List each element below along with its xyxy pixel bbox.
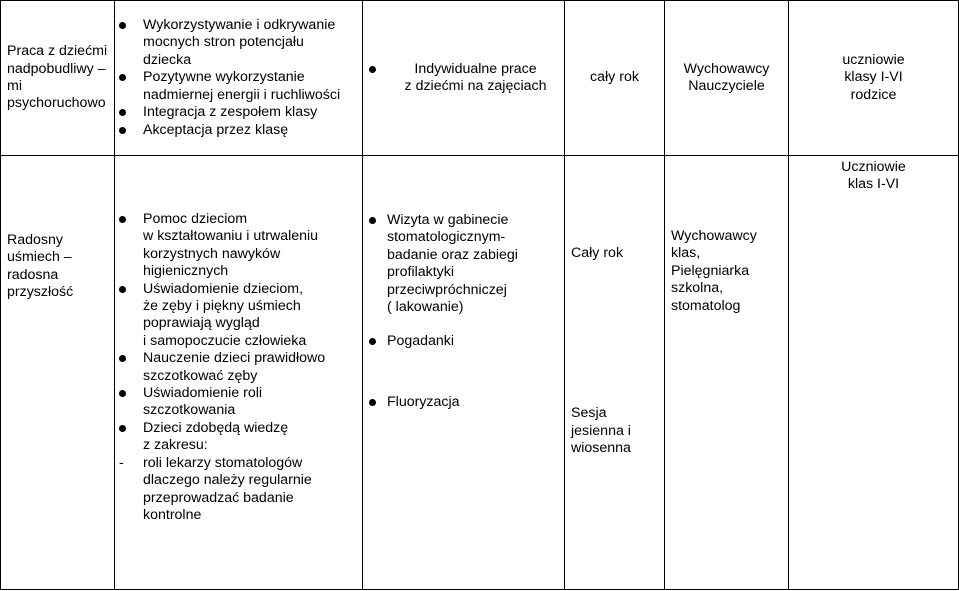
dash-marker: - xyxy=(119,454,124,471)
item-line: z dziećmi na zajęciach xyxy=(404,78,547,94)
tasks-list xyxy=(115,211,362,524)
item-line: Dzieci zdobędą wiedzę xyxy=(143,419,289,436)
list-item xyxy=(115,455,362,525)
item-line: ( lakowanie) xyxy=(387,299,464,316)
item-line: Fluoryzacja xyxy=(387,393,460,410)
responsible-cell xyxy=(665,156,789,590)
recipients-cell xyxy=(789,1,959,156)
topic-cell xyxy=(1,1,115,156)
item-line: Pogadanki xyxy=(387,333,455,350)
item-line: Nauczenie dzieci prawidłowo xyxy=(143,350,326,367)
item-line: Wykorzystywanie i odkrywanie xyxy=(143,17,336,34)
item-line: stomatologicznym- xyxy=(387,229,506,246)
forms-cell xyxy=(363,156,565,590)
forms-cell xyxy=(363,1,565,156)
item-line: korzystnych nawyków xyxy=(143,245,281,262)
recipients-line: klas I-VI xyxy=(847,176,900,193)
item-line: Pozytywne wykorzystanie xyxy=(143,69,305,86)
topic-line: Radosny xyxy=(7,232,63,248)
bullet-icon xyxy=(119,216,126,223)
bullet-icon xyxy=(369,338,376,345)
recipients-line: klasy I-VI xyxy=(844,69,903,86)
responsible-line: Wychowawcy xyxy=(683,60,770,77)
list-item xyxy=(115,385,362,420)
item-line: kontrolne xyxy=(143,506,202,523)
topic-line: przyszłość xyxy=(7,284,74,301)
responsible-line: Wychowawcy xyxy=(671,228,757,244)
bullet-icon xyxy=(369,217,376,224)
item-line: szczotkowania xyxy=(143,402,236,419)
item-line: Akceptacja przez klasę xyxy=(143,121,289,138)
list-item xyxy=(363,333,564,350)
forms-list xyxy=(363,61,564,96)
item-line: i samopoczucie człowieka xyxy=(143,332,307,349)
list-item xyxy=(115,69,362,104)
item-line: Wizyta w gabinecie xyxy=(387,212,509,228)
responsible-line: klas, xyxy=(671,245,701,262)
tasks-cell xyxy=(115,156,363,590)
bullet-icon xyxy=(119,22,126,29)
table-row xyxy=(1,156,959,590)
topic-cell xyxy=(1,156,115,590)
topic-line: radosna xyxy=(7,266,59,283)
item-line: Indywidualne prace xyxy=(414,60,537,77)
list-item xyxy=(363,212,564,316)
term-line: cały rok xyxy=(590,69,639,86)
item-line: badanie oraz zabiegi xyxy=(387,246,518,263)
item-line: dlaczego należy regularnie xyxy=(143,472,312,489)
item-line: przeciwpróchniczej xyxy=(387,281,507,298)
bullet-icon xyxy=(119,74,126,81)
term-line: jesienna i xyxy=(571,422,631,439)
bullet-icon xyxy=(119,286,126,293)
topic-line: Praca z dziećmi xyxy=(7,43,108,60)
list-item xyxy=(115,104,362,121)
responsible-line: Nauczyciele xyxy=(688,78,765,94)
list-item xyxy=(115,122,362,139)
bullet-icon xyxy=(119,109,126,116)
list-item xyxy=(115,211,362,281)
forms-list xyxy=(363,212,564,411)
bullet-icon xyxy=(119,425,126,432)
item-line: przeprowadzać badanie xyxy=(143,489,294,506)
item-line: w kształtowaniu i utrwaleniu xyxy=(143,228,319,245)
item-line: Uświadomienie dzieciom, xyxy=(143,280,304,297)
responsible-cell xyxy=(665,1,789,156)
responsible-line: stomatolog xyxy=(671,297,741,314)
topic-line: nadpobudliwy – xyxy=(7,60,106,77)
list-item xyxy=(115,17,362,69)
list-item xyxy=(115,281,362,351)
topic-line: mi xyxy=(7,78,22,94)
item-line: nadmiernej energii i ruchliwości xyxy=(143,86,341,103)
recipients-cell xyxy=(789,156,959,590)
table-row xyxy=(1,1,959,156)
topic-line: psychoruchowo xyxy=(7,95,106,112)
responsible-line: Pielęgniarka xyxy=(671,262,750,279)
term-line: Cały rok xyxy=(571,245,624,261)
item-line: że zęby i piękny uśmiech xyxy=(143,298,301,315)
term-cell xyxy=(565,156,665,590)
list-item xyxy=(363,394,564,411)
recipients-line: uczniowie xyxy=(842,51,905,68)
tasks-list xyxy=(115,17,362,139)
item-line: szczotkować zęby xyxy=(143,367,258,384)
list-item xyxy=(115,350,362,385)
bullet-icon xyxy=(369,66,376,73)
bullet-icon xyxy=(369,399,376,406)
tasks-cell xyxy=(115,1,363,156)
bullet-icon xyxy=(119,355,126,362)
recipients-line: rodzice xyxy=(850,86,897,103)
bullet-icon xyxy=(119,390,126,397)
item-line: Uświadomienie roli xyxy=(143,385,263,402)
term-line: Sesja xyxy=(571,405,607,422)
list-item xyxy=(363,61,564,96)
recipients-line: Uczniowie xyxy=(841,159,906,175)
list-item xyxy=(115,420,362,455)
term-line: wiosenna xyxy=(571,440,631,457)
item-line: roli lekarzy stomatologów xyxy=(143,454,303,471)
item-line: poprawiają wygląd xyxy=(143,315,260,332)
item-line: higienicznych xyxy=(143,263,229,280)
item-line: mocnych stron potencjału xyxy=(143,34,304,51)
term-cell xyxy=(565,1,665,156)
responsible-line: szkolna, xyxy=(671,280,724,297)
item-line: Pomoc dzieciom xyxy=(143,211,248,227)
bullet-icon xyxy=(119,127,126,134)
item-line: Integracja z zespołem klasy xyxy=(143,104,318,121)
item-line: z zakresu: xyxy=(143,437,208,454)
topic-line: uśmiech – xyxy=(7,249,72,266)
item-line: dziecka xyxy=(143,51,192,68)
item-line: profilaktyki xyxy=(387,264,455,281)
